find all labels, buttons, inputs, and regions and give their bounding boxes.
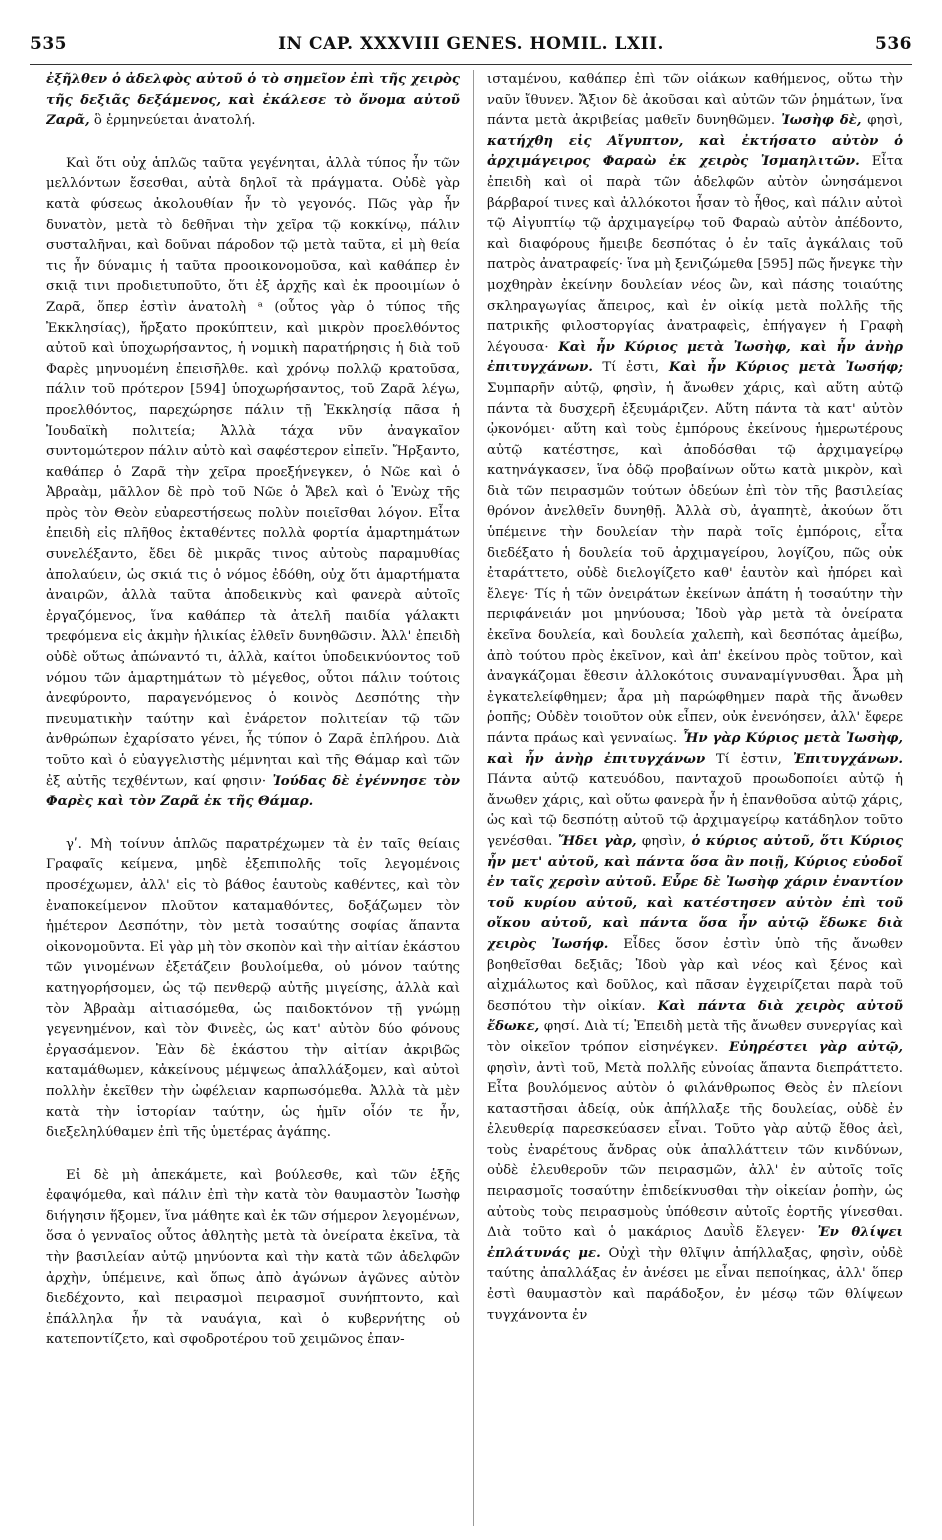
text-run: Εἶδες ὅσον ἐστὶν ὑπὸ τῆς ἄνωθεν βοηθεῖσθαι δεξιᾶς; Ἰδοὺ γὰρ καὶ νέος καὶ ξένος καὶ αἰχμάλωτος καὶ δοῦλος, καὶ πᾶσαν ἐγχειρίζεται παρὰ τοῦ δεσπότου τὴν οἰκίαν. xyxy=(487,936,903,1014)
text-run: Εἰ δὲ μὴ ἀπεκάμετε, καὶ βούλεσθε, καὶ τῶν ἑξῆς ἐφαψόμεθα, καὶ πάλιν ἐπὶ τὴν κατὰ τὸν θαυμαστὸν Ἰωσὴφ διήγησιν ἥξομεν, ἵνα μάθητε καὶ ἐκ τῶν σήμερον λεγομένων, ὅσα ὁ γενναῖος οὗτος ἀθλητὴς μετὰ τὰ ὀνείρατα ἐκεῖνα, τὰ τὴν βασιλείαν αὐτῷ μηνύοντα καὶ τὴν κατὰ τῶν ἀδελφῶν ἀρχὴν, ὑπέμεινε, καὶ ὅπως ἀπὸ ἀγώνων ἀγῶνες αὐτὸν διεδέχοντο, καὶ πειρασμοὶ πειρασμοῖ συνήπτοντο, καὶ ἐπάλληλα ἦν τὰ ναυάγια, καὶ ὁ κυβερνήτης οὐ κατεποντίζετο, καὶ σφοδροτέρου τοῦ χειμῶνος ἐπαν- xyxy=(46,1167,460,1348)
text-run: Εἶτα ἐπειδὴ καὶ οἱ παρὰ τῶν ἀδελφῶν αὐτὸν ὠνησάμενοι βάρβαροί τινες καὶ ἀλλόκοτοι ἦσαν τὸ ἦθος, καὶ πάλιν αὐτοὶ τῷ Αἰγυπτίῳ τῷ ἀρχιμαγείρῳ τοῦ Φαραὼ αὐτὸν ἀπέδοντο, καὶ διαφόρους ἤμειβε δεσπότας ὁ ἐν ταῖς ἀγκάλαις τοῦ πατρὸς ἀνατραφείς· ἵνα μὴ ξενιζώμεθα [595] πῶς ἤνεγκε τὴν μοχθηρὰν ἐκείνην δουλείαν νέος ὢν, καὶ πάσης τοιαύτης σκληραγωγίας ἄπειρος, καὶ ἐν οἰκίᾳ μετὰ πολλῆς τῆς πατρικῆς φιλοστοργίας ἀνατραφεὶς, ἐπήγαγεν ἡ Γραφὴ λέγουσα· xyxy=(487,154,903,355)
scripture-quote: Ἦν γὰρ Κύριος μετὰ Ἰωσὴφ, καὶ ἦν ἀνὴρ ἐπιτυγχάνων xyxy=(487,731,903,767)
scripture-quote: Ἐν θλίψει ἐπλάτυνάς με. xyxy=(487,1225,903,1261)
text-run: γʹ. Μὴ τοίνυν ἁπλῶς παρατρέχωμεν τὰ ἐν ταῖς θείαις Γραφαῖς κείμενα, μηδὲ ἐξεπιπολῆς τοῖς λεγομένοις προσέχωμεν, ἀλλ' εἰς τὸ βάθος ἑαυτοὺς καθέντες, καὶ τὸν ἐναποκείμενον πλοῦτον καταμαθόντες, δοξάζωμεν τὸν ἡμέτερον Δεσπότην, τὸν μετὰ τοσαύτης σοφίας ἅπαντα οἰκονομοῦντα. Εἰ γὰρ μὴ τὸν σκοπὸν καὶ τὴν αἰτίαν ἑκάστου τῶν γινομένων ἐξετάζειν βουλοίμεθα, οὐ μόνον ταύτης κατηγορήσομεν, ὡς τῷ πενθερῷ αὐτῆς μιγείσης, ἀλλὰ καὶ τὸν Ἀβραὰμ αἰτιασόμεθα, ὡς παιδοκτόνον τῇ γνώμῃ γεγενημένον, καὶ τὸν Φινεὲς, ὡς κατ' αὐτὸν δύο φόνους ἐργασάμενον. Ἐὰν δὲ ἑκάστου τὴν αἰτίαν ἀκριβῶς καταμάθωμεν, κἀκείνους μέμψεως ἀπαλλάξομεν, καὶ αὐτοὶ πολλὴν ἐκεῖθεν τὴν ὠφέλειαν καρπωσόμεθα. Ἀλλὰ τὰ μὲν κατὰ τὴν ἱστορίαν ταύτην, ὡς ἡμῖν οἷόν τε ἦν, διεξεληλύθαμεν ἐπὶ τῆς ὑμετέρας ἀγάπης. xyxy=(46,836,460,1141)
scripture-quote: ὁ κύριος αὐτοῦ, ὅτι Κύριος ἦν μετ' αὐτοῦ, καὶ πάντα ὅσα ἂν ποιῇ, Κύριος εὐοδοῖ ἐν ταῖς χερσὶν αὐτοῦ. Εὗρε δὲ Ἰωσὴφ χάριν ἐναντίον τοῦ κυρίου αὐτοῦ, καὶ κατέστησεν αὐτὸν ἐπὶ τοῦ οἴκου αὐτοῦ, καὶ πάντα ὅσα ἦν αὐτῷ ἔδωκε διὰ χειρὸς Ἰωσήφ. xyxy=(487,833,903,952)
paragraph xyxy=(46,1166,460,1351)
left-column xyxy=(46,70,460,1526)
text-run: ὃ ἑρμηνεύεται ἀνατολή. xyxy=(89,113,256,129)
running-header xyxy=(30,34,912,62)
page-number-right: 536 xyxy=(875,34,912,54)
paragraph xyxy=(487,70,903,1326)
paragraph xyxy=(46,154,460,813)
scripture-quote: Εὐηρέστει γὰρ αὐτῷ, xyxy=(718,1039,903,1055)
header-rule xyxy=(30,64,912,65)
text-run: Τί ἐστιν, xyxy=(705,751,782,767)
text-run: Τί ἐστι, xyxy=(592,360,659,376)
text-run: φησὶ, xyxy=(861,113,903,129)
paragraph xyxy=(46,70,460,132)
scripture-quote: Καὶ πάντα διὰ χειρὸς αὐτοῦ ἔδωκε, xyxy=(487,998,903,1035)
scripture-quote: Ἰωσὴφ δὲ, xyxy=(775,113,862,129)
text-run: Συμπαρῆν αὐτῷ, φησὶν, ἡ ἄνωθεν χάρις, καὶ αὕτη αὐτῷ πάντα τὰ δυσχερῆ ἐξευμάριζεν. Αὕτη πάντα τὰ κατ' αὐτὸν ᾠκονόμει· αὕτη καὶ τοὺς ἐμπόρους ἐκείνους ἡμερωτέρους αὐτῷ κατέστησε, καὶ ἀποδόσθαι τῷ ἀρχιμαγείρῳ κατηνάγκασεν, ἵνα ὁδῷ προβαίνων οὕτω κατὰ μικρὸν, καὶ διὰ τῶν πειρασμῶν τούτων ὁδεύων ἐπὶ τὸν τῆς βασιλείας θρόνον ἀνελθεῖν δυνηθῇ. Ἀλλὰ σὺ, ἀγαπητὲ, ἀκούων ὅτι ὑπέμεινε τὴν δουλείαν τὴν παρὰ τοῖς ἐμπόροις, εἶτα διεδέξατο ἡ δουλεία τοῦ ἀρχιμαγείρου, λογίζου, πῶς οὐκ ἐταράττετο, οὐδὲ διελογίζετο καθ' ἑαυτὸν καὶ ἠπόρει καὶ ἔλεγε· Τίς ἡ τῶν ὀνειράτων ἐκείνων ἀπάτη ἡ τοσαύτην τὴν περιφάνειάν μοι μηνύουσα; Ἰδοὺ γὰρ μετὰ τὰ ὀνείρατα ἐκεῖνα δουλεία, καὶ δουλεία χαλεπὴ, καὶ δεσπότας ἀμείβω, ἀπὸ τούτου πρὸς ἐκεῖνον, καὶ ἀπ' ἐκείνου πρὸς τοῦτον, καὶ ἀναγκάζομαι ἔθεσιν ἀλλοκότοις συναναμίγνυσθαι. Ἆρα μὴ ἐγκατελείφθημεν; ἆρα μὴ παρώφθημεν παρὰ τῆς ἄνωθεν ῥοπῆς; Οὐδὲν τοιοῦτον οὐκ εἶπεν, οὐκ ἐνενόησεν, ἀλλ' ἔφερε πάντα πράως καὶ γενναίως. xyxy=(487,380,903,746)
text-run: Πάντα αὐτῷ κατευόδου, πανταχοῦ προωδοποίει αὐτῷ ἡ ἄνωθεν χάρις, καὶ οὕτω φανερὰ ἦν ἡ ἐπανθοῦσα αὐτῷ χάρις, ὡς καὶ τῷ δεσπότῃ αὐτοῦ τῷ ἀρχιμαγείρῳ κατάδηλον τοῦτο γενέσθαι. xyxy=(487,772,903,849)
running-title: IN CAP. XXXVIII GENES. HOMIL. LXII. xyxy=(278,34,664,54)
text-run: φησί. Διὰ τί; Ἐπειδὴ μετὰ τῆς ἄνωθεν συνεργίας καὶ τὸν οἰκεῖον τρόπον εἰσηνέγκεν. xyxy=(487,1019,903,1055)
text-run: ισταμένου, καθάπερ ἐπὶ τῶν οἰάκων καθήμενος, οὕτω τὴν ναῦν ἴθυνεν. Ἄξιον δὲ ἀκοῦσαι καὶ αὐτῶν τῶν ῥημάτων, ἵνα πάντα μετὰ ἀκριβείας μαθεῖν δυνηθῶμεν. xyxy=(487,72,903,129)
text-run: φησὶν, xyxy=(636,833,686,849)
scripture-quote: κατήχθη εἰς Αἴγυπτον, καὶ ἐκτήσατο αὐτὸν ὁ ἀρχιμάγειρος Φαραὼ ἐκ χειρὸς Ἰσμαηλιτῶν. xyxy=(487,133,903,170)
paragraph xyxy=(46,835,460,1144)
scripture-quote: Ἰούδας δὲ ἐγέννησε τὸν Φαρὲς καὶ τὸν Ζαρᾶ ἐκ τῆς Θάμαρ. xyxy=(46,773,460,810)
text-run: Καὶ ὅτι οὐχ ἁπλῶς ταῦτα γεγένηται, ἀλλὰ τύπος ἦν τῶν μελλόντων ἔσεσθαι, αὐτὰ δηλοῖ τὰ πράγματα. Οὐδὲ γὰρ κατὰ φύσεως ἀκολουθίαν ἦν τὸ γεγονός. Πῶς γὰρ ἦν δυνατὸν, μετὰ τὸ δεθῆναι τὴν χεῖρα τῷ κοκκίνῳ, πάλιν συσταλῆναι, καὶ δοῦναι πάροδον τῷ μετὰ ταῦτα, εἰ μὴ θεία τις ἦν δύναμις ἡ ταῦτα προοικονομοῦσα, καὶ καθάπερ ἐν σκιᾷ τινι προδιετυποῦτο, ὅτι ἐξ ἀρχῆς καὶ ἐκ προοιμίων ὁ Ζαρᾶ, ὅπερ ἐστὶν ἀνατολὴ ᵃ (οὗτος γὰρ ὁ τύπος τῆς Ἐκκλησίας), ἤρξατο προκύπτειν, καὶ μικρὸν προελθόντος αὐτοῦ καὶ ὑποχωρήσαντος, ἡ νομικὴ παρατήρησις ἡ διὰ τοῦ Φαρὲς μηνυομένη ἐπεισῆλθε. καὶ χρόνῳ πολλῷ κρατοῦσα, πάλιν τοῦ πρότερον [594] ὑποχωρήσαντος, τοῦ Ζαρᾶ λέγω, προελθόντος, παρεχώρησε πάλιν τῇ Ἐκκλησίᾳ πᾶσα ἡ Ἰουδαϊκὴ πολιτεία; Ἀλλὰ τάχα νῦν ἀναγκαῖον συντομώτερον πάλιν αὐτὸ καὶ σαφέστερον εἰπεῖν. Ἤρξαντο, καθάπερ ὁ Ζαρᾶ τὴν χεῖρα προεξήνεγκεν, ὁ Νῶε καὶ ὁ Ἀβραὰμ, μᾶλλον δὲ πρὸ τοῦ Νῶε ὁ Ἄβελ καὶ ὁ Ἐνὼχ τῆς πρὸς τὸν Θεὸν εὐαρεστήσεως πολὺν ποιεῖσθαι λόγον. Εἶτα ἐπειδὴ εἰς πλῆθος ἐκταθέντες πολλὰ φορτία ἁμαρτημάτων συνελέξαντο, ἔδει δὲ μικρᾶς τινος αὐτοὺς παραμυθίας ἀπολαύειν, ὡς σκιά τις ὁ νόμος ἐδόθη, οὐχ ὅτι ἁμαρτήματα ἀναιρῶν, ἀλλὰ ταῦτα ἀποδεικνὺς καὶ φανερὰ αὐτοῖς ἐργαζόμενος, ἵνα καθάπερ τὰ ἀτελῆ παιδία γάλακτι τρεφόμενα εἰς ἀκμὴν ἡλικίας ἐλθεῖν δυνηθῶσιν. Ἀλλ' ἐπειδὴ οὐδὲ οὕτως ἀπώναντό τι, ἀλλὰ, καίτοι ὑποδεικνύοντος τοῦ νόμου τῶν ἁμαρτημάτων τὸ μέγεθος, οὗτοι πάλιν τούτοις ἀνεφύροντο, παραγενόμενος ὁ κοινὸς Δεσπότης τὴν πνευματικὴν ταύτην καὶ ἐνάρετον πολιτείαν τῷ τῶν ἀνθρώπων ἐχαρίσατο γένει, ἧς τύπον ὁ Ζαρᾶ ἐπλήρου. Διὰ τοῦτο καὶ ὁ εὐαγγελιστὴς μέμνηται καὶ τῆς Θάμαρ καὶ τῶν ἐξ αὐτῆς τεχθέντων, καί φησιν· xyxy=(46,155,460,789)
scripture-quote: Ἤδει γὰρ, xyxy=(552,833,637,849)
column-divider xyxy=(473,70,474,1526)
scripture-quote: ἐξῆλθεν ὁ ἀδελφὸς αὐτοῦ ὁ τὸ σημεῖον ἐπὶ τῆς χειρὸς τῆς δεξιᾶς δεξάμενος, καὶ ἐκάλεσε τὸ ὄνομα αὐτοῦ Ζαρᾶ, xyxy=(46,72,460,129)
right-column xyxy=(487,70,903,1526)
text-run: φησὶν, ἀντὶ τοῦ, Μετὰ πολλῆς εὐνοίας ἅπαντα διεπράττετο. Εἶτα βουλόμενος αὐτὸν ὁ φιλάνθρωπος Θεὸς ἐν πλείονι καταστῆσαι ἀδείᾳ, οὐκ ἀπήλλαξε τῆς δουλείας, οὐδὲ ἐν ἐλευθερίᾳ παρεσκεύασεν εἶναι. Τοῦτο γὰρ αὐτῷ ἔθος ἀεὶ, τοὺς ἐναρέτους ἄνδρας οὐκ ἀπαλλάττειν τῶν κινδύνων, οὐδὲ ἐλευθεροῦν τῶν πειρασμῶν, ἀλλ' ἐν αὐτοῖς τοῖς πειρασμοῖς τοσαύτην ἐπιδείκνυσθαι τὴν οἰκείαν ῥοπὴν, ὡς αὐτοὺς τοὺς πειρασμοὺς ὑπόθεσιν αὐτοῖς ἑορτῆς γίνεσθαι. Διὰ τοῦτο καὶ ὁ μακάριος Δαυῒδ ἔλεγεν· xyxy=(487,1060,903,1241)
page-number-left: 535 xyxy=(30,34,67,54)
text-run: Οὐχὶ τὴν θλῖψιν ἀπήλλαξας, φησὶν, οὐδὲ ταύτης ἀπαλλάξας ἐν ἀνέσει με εἶναι πεποίηκας, ἀλλ' ὅπερ ἐστὶ θαυμαστὸν καὶ παράδοξον, ἐν μέσῳ τῶν θλίψεων τυγχάνοντα ἐν xyxy=(487,1245,903,1323)
scripture-quote: Ἐπιτυγχάνων. xyxy=(781,751,903,767)
scripture-quote: Καὶ ἦν Κύριος μετὰ Ἰωσὴφ, καὶ ἦν ἀνὴρ ἐπιτυγχάνων. xyxy=(487,339,903,376)
scripture-quote: Καὶ ἦν Κύριος μετὰ Ἰωσήφ; xyxy=(658,360,903,376)
